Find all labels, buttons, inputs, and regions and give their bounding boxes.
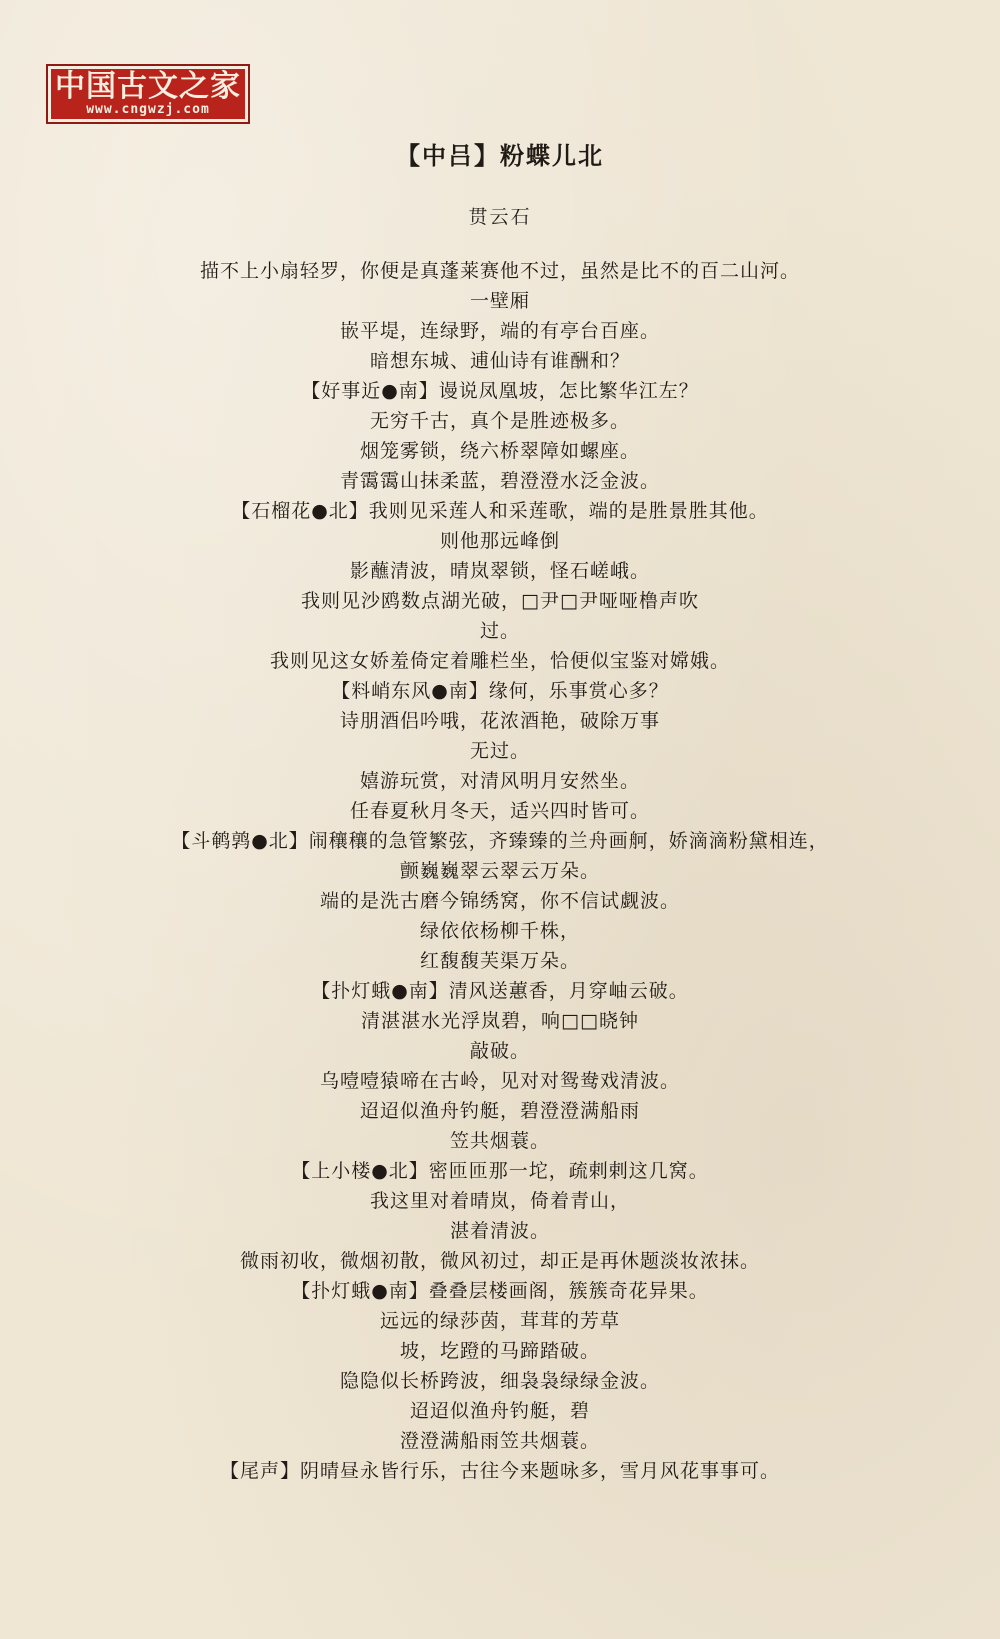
- poem-line: 【扑灯蛾●南】叠叠层楼画阁，簇簇奇花异果。: [291, 1280, 709, 1302]
- poem-line: 【尾声】阴晴昼永皆行乐，古往今来题咏多，雪月风花事事可。: [219, 1460, 780, 1482]
- poem-line: 【料峭东风●南】缘何，乐事赏心多？: [331, 680, 669, 702]
- poem-title: 【中吕】粉蝶儿北: [396, 141, 604, 170]
- poem-line: 诗朋酒侣吟哦，花浓酒艳，破除万事: [339, 710, 660, 732]
- poem-line: 【上小楼●北】密匝匝那一坨，疏剌剌这几窝。: [291, 1160, 709, 1182]
- poem-line: 笠共烟蓑。: [449, 1130, 550, 1152]
- poem-line: 我则见沙鸥数点湖光破，□尹□尹哑哑橹声吹: [301, 590, 699, 612]
- poem-line: 【斗鹌鹑●北】闹穰穰的急管繁弦，齐臻臻的兰舟画舸，娇滴滴粉黛相连，: [171, 830, 829, 852]
- poem-line: 烟笼雾锁，绕六桥翠障如螺座。: [359, 440, 640, 462]
- poem-line: 清湛湛水光浮岚碧，响□□晓钟: [361, 1010, 639, 1032]
- poem-line: 远远的绿莎茵，茸茸的芳草: [379, 1310, 620, 1332]
- poem-line: 绿依依杨柳千株，: [419, 920, 580, 942]
- poem-line: 【石榴花●北】我则见采莲人和采莲歌，端的是胜景胜其他。: [231, 500, 769, 522]
- poem-line: 迢迢似渔舟钓艇，碧: [409, 1400, 590, 1422]
- poem-line: 嵌平堤，连绿野，端的有亭台百座。: [339, 320, 660, 342]
- poem-line: 无过。: [469, 740, 530, 762]
- poem-line: 一壁厢: [469, 290, 530, 312]
- poem-line: 红馥馥芙渠万朵。: [419, 950, 580, 972]
- poem-line: 描不上小扇轻罗，你便是真蓬莱赛他不过，虽然是比不的百二山河。: [199, 260, 800, 282]
- poem-line: 隐隐似长桥跨波，细袅袅绿绿金波。: [339, 1370, 660, 1392]
- poem-line: 无穷千古，真个是胜迹极多。: [369, 410, 630, 432]
- poem-line: 过。: [479, 620, 520, 642]
- logo-title: 中国古文之家: [55, 69, 241, 104]
- poem-line: 嬉游玩赏，对清风明月安然坐。: [359, 770, 640, 792]
- poem-line: 影蘸清波，晴岚翠锁，怪石嵯峨。: [349, 560, 650, 582]
- poem-author: 贯云石: [468, 206, 532, 228]
- poem-line: 微雨初收，微烟初散，微风初过，却正是再休题淡妆浓抹。: [239, 1250, 760, 1272]
- poem-line: 颤巍巍翠云翠云万朵。: [399, 860, 600, 882]
- poem-line: 湛着清波。: [449, 1220, 550, 1242]
- poem-line: 则他那远峰倒: [439, 530, 560, 552]
- poem-line: 青霭霭山抹柔蓝，碧澄澄水泛金波。: [339, 470, 660, 492]
- poem-body: [0, 256, 1000, 1486]
- poem-line: 我这里对着晴岚，倚着青山，: [369, 1190, 630, 1212]
- poem-line: 我则见这女娇羞倚定着雕栏坐，恰便似宝鉴对嫦娥。: [269, 650, 730, 672]
- poem-line: 暗想东城、逋仙诗有谁酬和？: [369, 350, 630, 372]
- poem-line: 坡，圪蹬的马蹄踏破。: [399, 1340, 600, 1362]
- poem-line: 【扑灯蛾●南】清风送蕙香，月穿岫云破。: [311, 980, 689, 1002]
- logo-url: www.cngwzj.com: [86, 102, 210, 117]
- poem-line: 任春夏秋月冬天，适兴四时皆可。: [349, 800, 650, 822]
- site-logo[interactable]: [46, 64, 250, 124]
- poem-line: 端的是洗古磨今锦绣窝，你不信试觑波。: [319, 890, 680, 912]
- poem-line: 敲破。: [469, 1040, 530, 1062]
- poem-line: 【好事近●南】谩说凤凰坡，怎比繁华江左？: [301, 380, 699, 402]
- poem-line: 乌噎噎猿啼在古岭，见对对鸳鸯戏清波。: [319, 1070, 680, 1092]
- poem-line: 澄澄满船雨笠共烟蓑。: [399, 1430, 600, 1452]
- poem-line: 迢迢似渔舟钓艇，碧澄澄满船雨: [359, 1100, 640, 1122]
